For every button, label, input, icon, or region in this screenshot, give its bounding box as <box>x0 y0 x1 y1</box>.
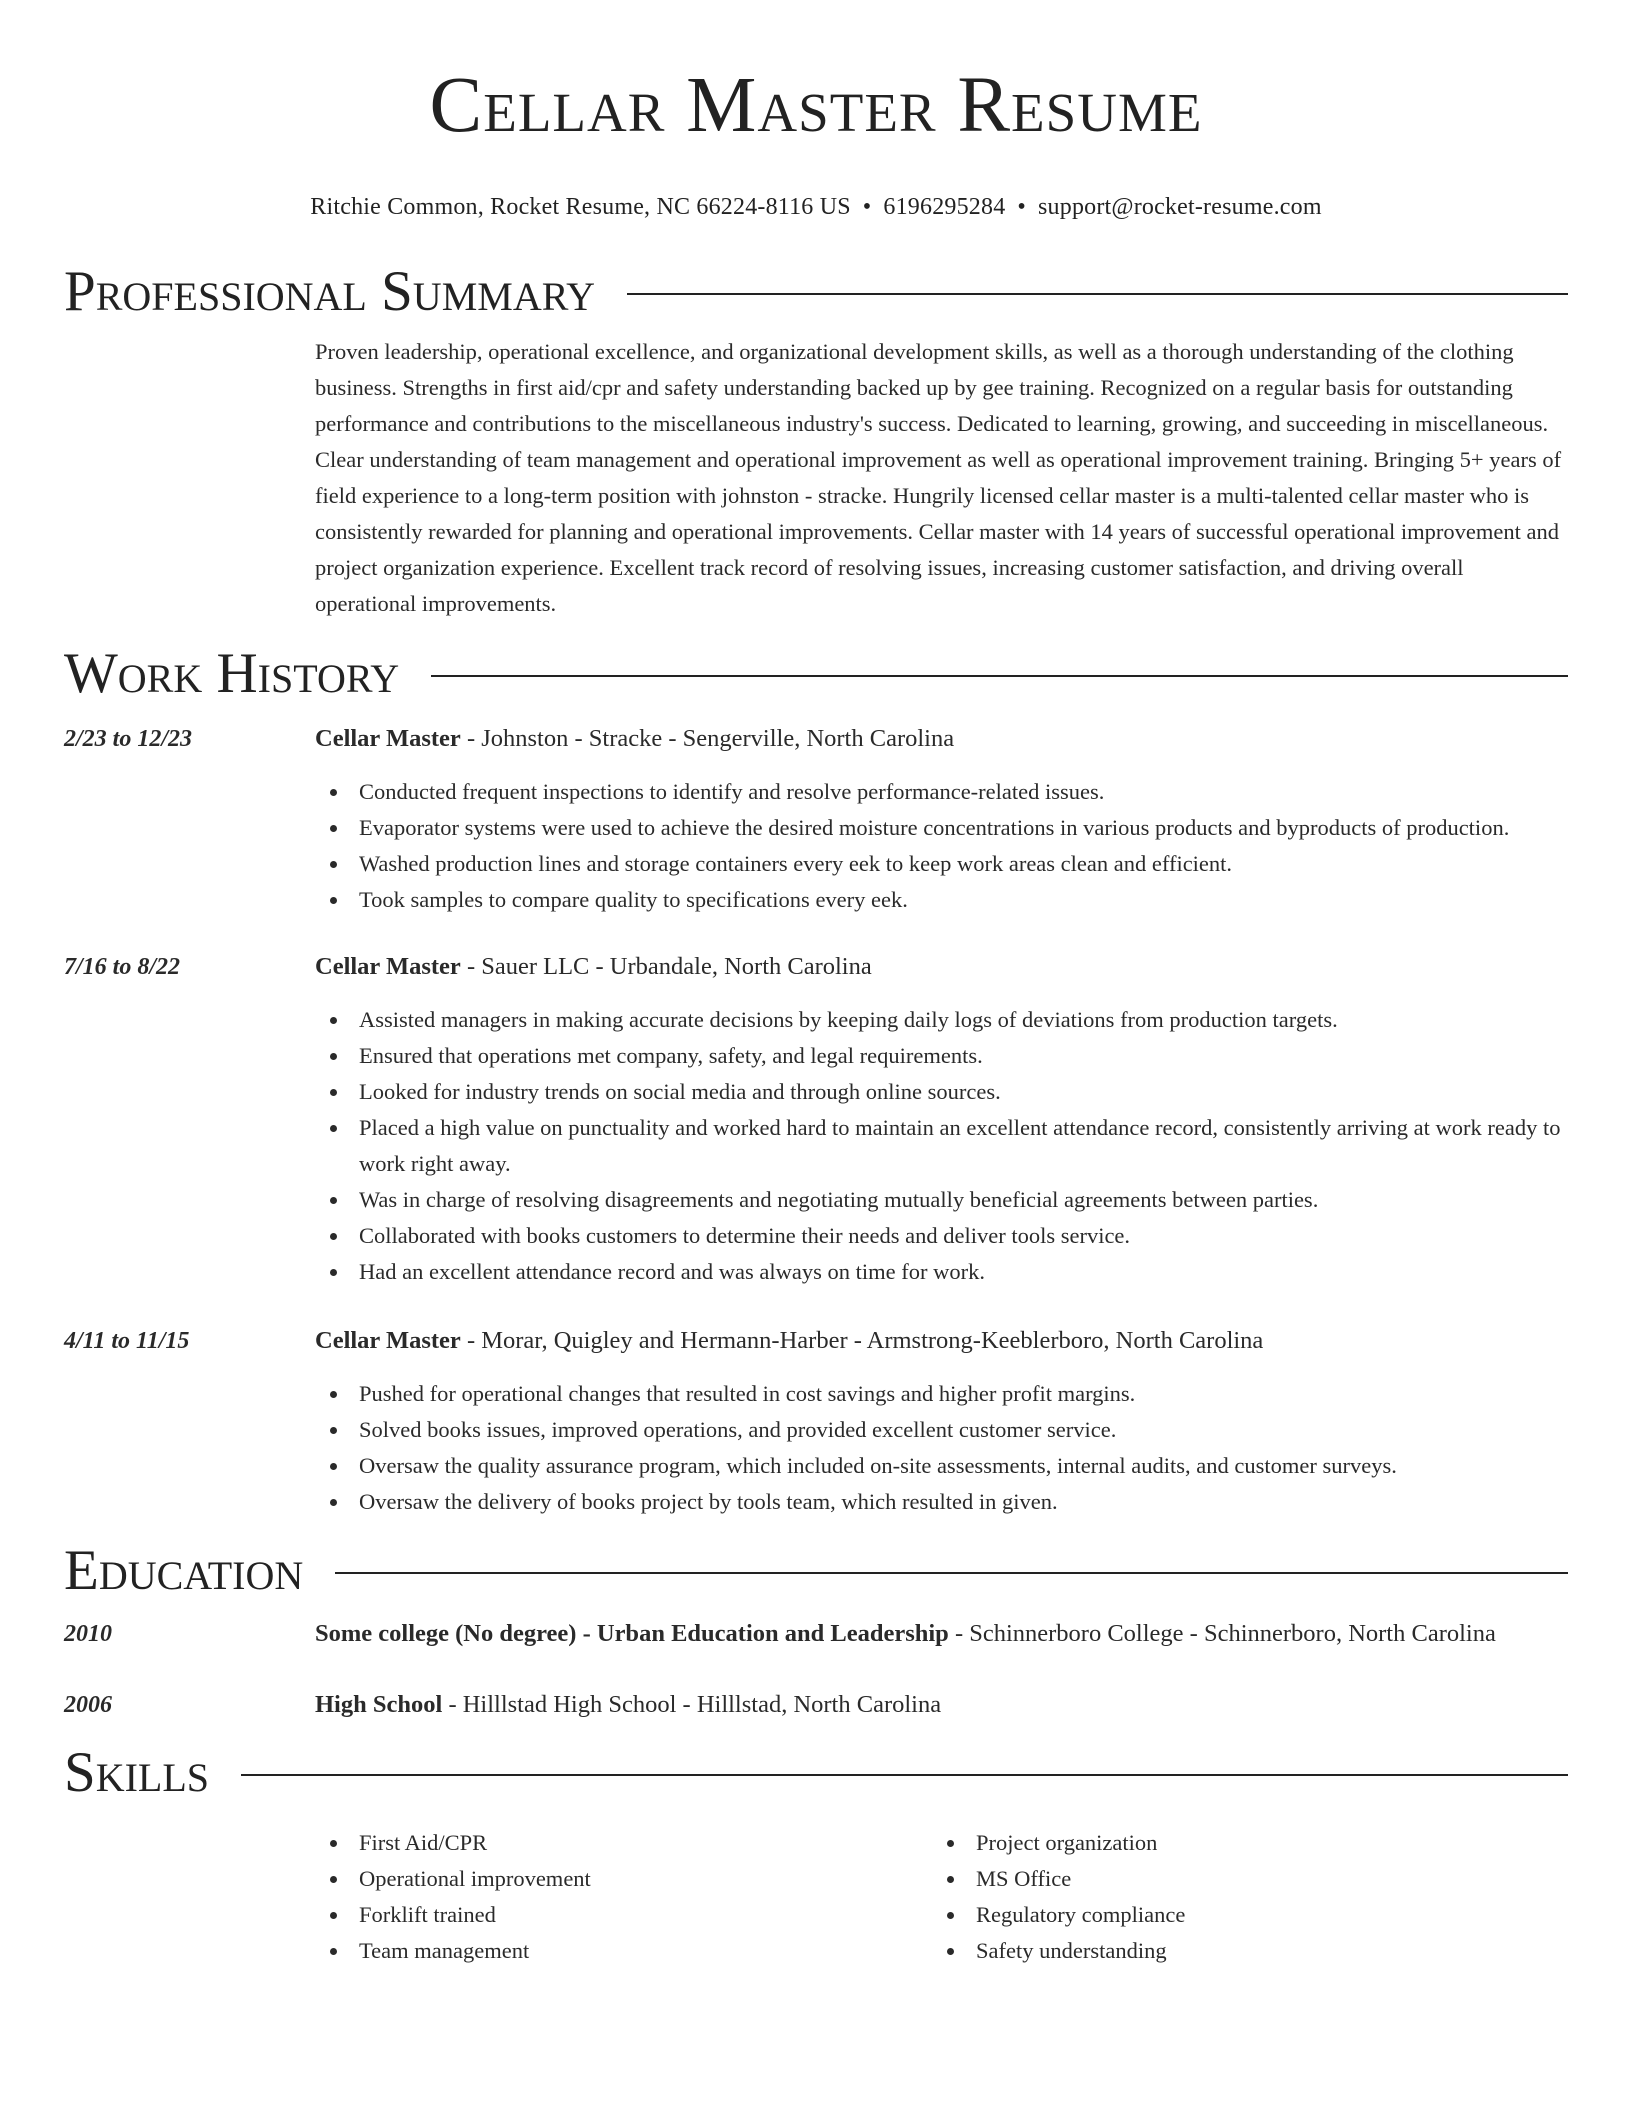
job-details: - Sauer LLC - Urbandale, North Carolina <box>460 953 872 980</box>
education-year: 2010 <box>64 1621 112 1647</box>
job-title: Cellar Master <box>315 1327 461 1354</box>
education-details: - Schinnerboro College - Schinnerboro, North Carolina <box>948 1620 1496 1647</box>
job-title: Cellar Master <box>315 953 461 980</box>
job-bullet: Had an excellent attendance record and was always on time for work. <box>315 1254 1568 1290</box>
job-bullet: Placed a high value on punctuality and worked hard to maintain an excellent attendance record, consistently arriving at work ready to work right away. <box>315 1110 1568 1182</box>
job-bullet: Oversaw the quality assurance program, which included on-site assessments, internal audits, and customer surveys. <box>315 1448 1568 1484</box>
job-bullet: Ensured that operations met company, safety, and legal requirements. <box>315 1038 1568 1074</box>
job-entry <box>64 720 1568 918</box>
education-degree: High School <box>315 1691 443 1718</box>
job-bullet: Oversaw the delivery of books project by tools team, which resulted in given. <box>315 1484 1568 1520</box>
contact-address: Ritchie Common, Rocket Resume, NC 66224-8116 US <box>310 194 851 220</box>
summary-row <box>64 334 1568 622</box>
skills-section-header <box>64 1741 1568 1805</box>
section-divider <box>335 1572 1568 1574</box>
job-heading <box>315 720 1568 758</box>
job-heading <box>315 948 1568 986</box>
job-dates: 4/11 to 11/15 <box>64 1328 190 1354</box>
section-divider <box>241 1774 1568 1776</box>
skills-heading: Skills <box>64 1741 210 1804</box>
job-bullet: Conducted frequent inspections to identify and resolve performance-related issues. <box>315 774 1568 810</box>
skill-item: Forklift trained <box>315 1897 932 1933</box>
education-year: 2006 <box>64 1692 112 1718</box>
work-list <box>64 720 1568 1520</box>
job-bullet: Looked for industry trends on social media and through online sources. <box>315 1074 1568 1110</box>
job-details: - Johnston - Stracke - Sengerville, North Carolina <box>460 725 955 752</box>
skill-item: MS Office <box>932 1861 1549 1897</box>
summary-text: Proven leadership, operational excellence, and organizational development skills, as well as a thorough understanding of the clothing business. Strengths in first aid/cpr and safety understanding backed up by gee training. Recognized on a regular basis for outstanding performance and contributions to the miscellaneous industry's success. Dedicated to learning, growing, and succeeding in miscellaneous. Clear understanding of team management and operational improvement as well as operational improvement training. Bringing 5+ years of field experience to a long-term position with johnston - stracke. Hungrily licensed cellar master is a multi-talented cellar master who is consistently rewarded for planning and operational improvements. Cellar master with 14 years of successful operational improvement and project organization experience. Excellent track record of resolving issues, increasing customer satisfaction, and driving overall operational improvements. <box>315 339 1562 616</box>
contact-separator: • <box>862 194 872 220</box>
job-bullet: Took samples to compare quality to specifications every eek. <box>315 882 1568 918</box>
work-section-header <box>64 642 1568 706</box>
contact-line <box>64 192 1568 222</box>
job-bullets <box>315 1376 1568 1520</box>
job-bullet: Pushed for operational changes that resulted in cost savings and higher profit margins. <box>315 1376 1568 1412</box>
contact-separator: • <box>1017 194 1026 220</box>
skill-item: Operational improvement <box>315 1861 932 1897</box>
skill-item: Regulatory compliance <box>932 1897 1549 1933</box>
job-bullet: Washed production lines and storage containers every eek to keep work areas clean and efficient. <box>315 846 1568 882</box>
job-bullets <box>315 774 1568 918</box>
job-bullet: Solved books issues, improved operations, and provided excellent customer service. <box>315 1412 1568 1448</box>
summary-section-header <box>64 260 1568 324</box>
job-dates: 7/16 to 8/22 <box>64 954 181 980</box>
skill-item: Team management <box>315 1933 932 1969</box>
education-details: - Hilllstad High School - Hilllstad, North Carolina <box>442 1691 942 1718</box>
skills-row <box>64 1825 1568 1969</box>
resume-title: Cellar Master Resume <box>429 62 1203 149</box>
education-entry <box>64 1686 1568 1724</box>
section-divider <box>627 293 1568 295</box>
skills-list-left <box>315 1825 932 1969</box>
education-degree: Some college (No degree) - Urban Education and Leadership <box>315 1620 949 1647</box>
contact-phone: 6196295284 <box>883 194 1006 220</box>
job-bullet: Collaborated with books customers to determine their needs and deliver tools service. <box>315 1218 1568 1254</box>
education-section-header <box>64 1539 1568 1603</box>
skill-item: Safety understanding <box>932 1933 1549 1969</box>
skills-list-right <box>932 1825 1549 1969</box>
job-heading <box>315 1322 1568 1360</box>
skill-item: Project organization <box>932 1825 1549 1861</box>
job-entry <box>64 1322 1568 1520</box>
job-bullet: Evaporator systems were used to achieve the desired moisture concentrations in various products and byproducts of production. <box>315 810 1568 846</box>
section-divider <box>431 675 1568 677</box>
job-bullets <box>315 1002 1568 1290</box>
job-bullet: Was in charge of resolving disagreements and negotiating mutually beneficial agreements between parties. <box>315 1182 1568 1218</box>
job-bullet: Assisted managers in making accurate decisions by keeping daily logs of deviations from production targets. <box>315 1002 1568 1038</box>
education-entry <box>64 1615 1568 1653</box>
work-heading: Work History <box>64 642 400 705</box>
job-details: - Morar, Quigley and Hermann-Harber - Armstrong-Keeblerboro, North Carolina <box>460 1327 1264 1354</box>
summary-heading: Professional Summary <box>64 260 596 323</box>
job-entry <box>64 948 1568 1290</box>
contact-email: support@rocket-resume.com <box>1038 194 1322 220</box>
job-title: Cellar Master <box>315 725 461 752</box>
skill-item: First Aid/CPR <box>315 1825 932 1861</box>
job-dates: 2/23 to 12/23 <box>64 726 193 752</box>
education-heading: Education <box>64 1539 304 1602</box>
